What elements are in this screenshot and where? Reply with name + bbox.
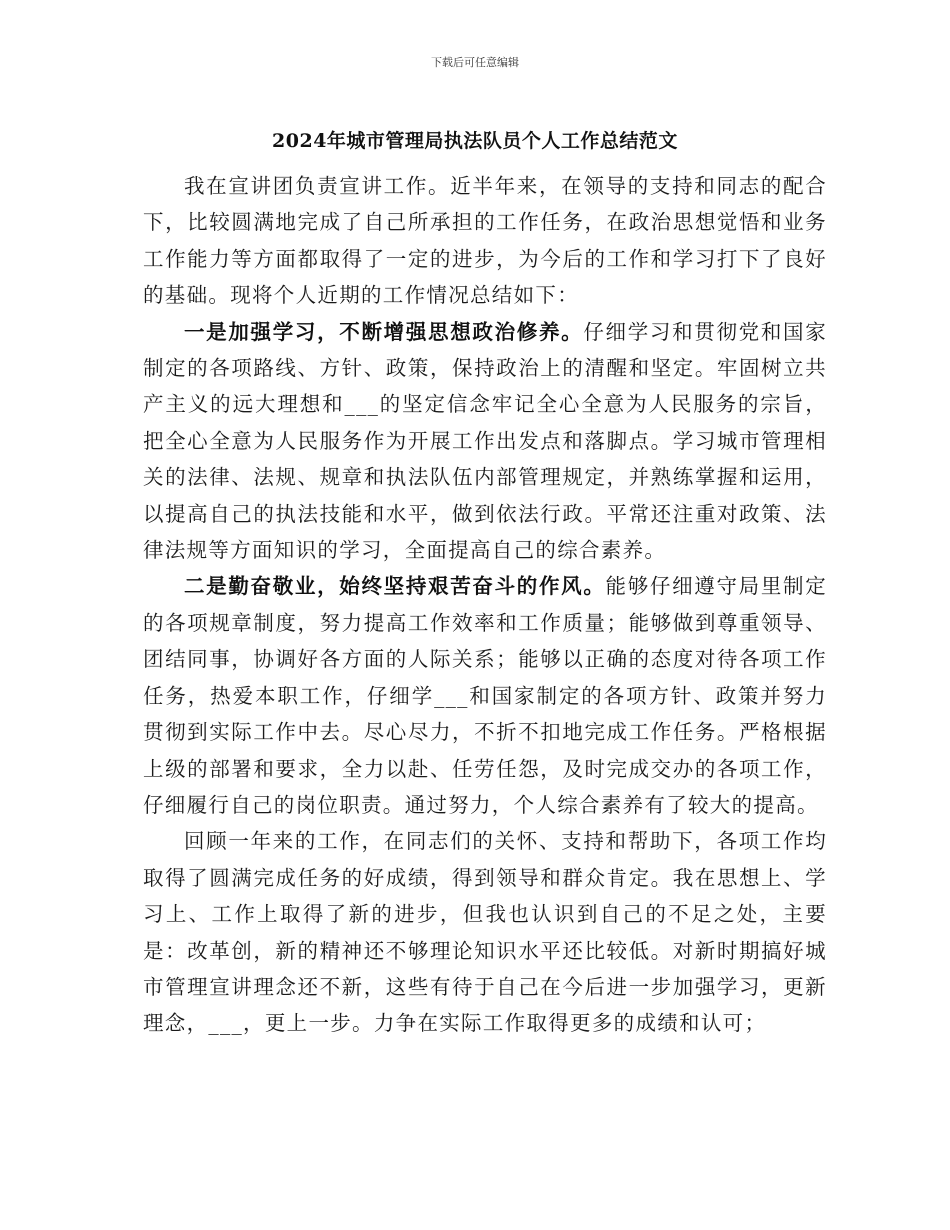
paragraph-text: 回顾一年来的工作，在同志们的关怀、支持和帮助下，各项工作均取得了圆满完成任务的好成绩，得到领导和群众肯定。我在思想上、学习上、工作上取得了新的进步，但我也认识到自己的不足之处，主要是：改革创，新的精神还不够理论知识水平还比较低。对新时期搞好城市管理宣讲理念还不新，这些有待于自己在今后进一步加强学习，更新理念，___，更上一步。力争在实际工作取得更多的成绩和认可； [143,829,827,1036]
document-body [143,168,827,1042]
header-note: 下载后可任意编辑 [431,56,519,69]
paragraph-text: 我在宣讲团负责宣讲工作。近半年来，在领导的支持和同志的配合下，比较圆满地完成了自己所承担的工作任务，在政治思想觉悟和业务工作能力等方面都取得了一定的进步，为今后的工作和学习打下了良好的基础。现将个人近期的工作情况总结如下： [143,174,827,308]
paragraph-study [143,314,827,569]
paragraph-lead: 二是勤奋敬业，始终坚持艰苦奋斗的作风。 [184,574,606,599]
paragraph-lead: 一是加强学习，不断增强思想政治修养。 [184,319,584,344]
paragraph-review [143,823,827,1041]
paragraph-text: 能够仔细遵守局里制定的各项规章制度，努力提高工作效率和工作质量；能够做到尊重领导、团结同事，协调好各方面的人际关系；能够以正确的态度对待各项工作任务，热爱本职工作，仔细学___和国家制定的各项方针、政策并努力贯彻到实际工作中去。尽心尽力，不折不扣地完成工作任务。严格根据上级的部署和要求，全力以赴、任劳任怨，及时完成交办的各项工作，仔细履行自己的岗位职责。通过努力，个人综合素养有了较大的提高。 [143,574,828,817]
document-title: 2024年城市管理局执法队员个人工作总结范文 [272,130,678,152]
paragraph-text: 仔细学习和贯彻党和国家制定的各项路线、方针、政策，保持政治上的清醒和坚定。牢固树立共产主义的远大理想和___的坚定信念牢记全心全意为人民服务的宗旨，把全心全意为人民服务作为开展工作出发点和落脚点。学习城市管理相关的法律、法规、规章和执法队伍内部管理规定，并熟练掌握和运用，以提高自己的执法技能和水平，做到依法行政。平常还注重对政策、法律法规等方面知识的学习，全面提高自己的综合素养。 [143,319,827,563]
paragraph-diligence [143,568,827,823]
paragraph-intro [143,168,827,314]
